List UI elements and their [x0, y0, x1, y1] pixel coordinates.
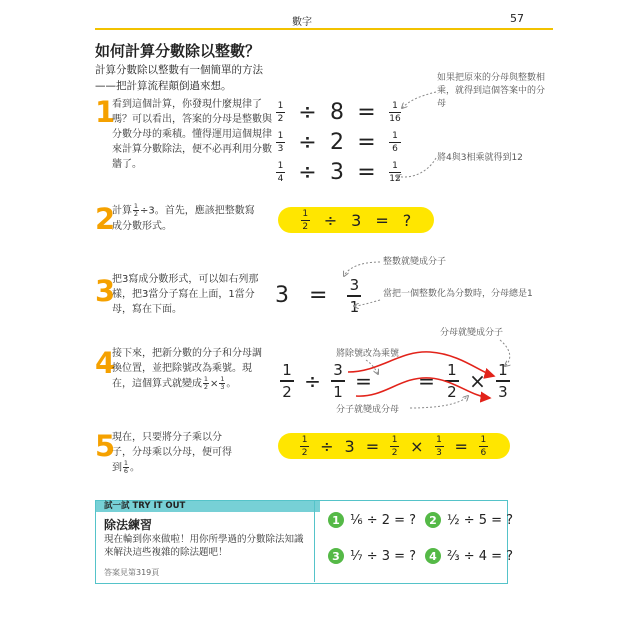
note-multiply-4-3: 將4與3相乘就得到12 — [437, 153, 523, 163]
try-it-out-title: 除法練習 — [104, 518, 153, 532]
try-it-out-answer-ref: 答案見第319頁 — [104, 568, 160, 577]
times-sign: × — [210, 378, 219, 390]
intro-text: 計算分數除以整數有一個簡單的方法——把計算流程顛倒過來想。 — [95, 64, 263, 92]
denominator: 1 — [349, 297, 360, 316]
numerator: 3 — [333, 361, 343, 379]
numerator: 1 — [447, 361, 457, 379]
step-3-text: 把3寫成分數形式，可以如右列那樣，把3當分子寫在上面，1當分母，寫在下面。 — [112, 274, 259, 315]
exercise-4 — [425, 548, 513, 564]
denominator: 4 — [277, 173, 284, 184]
step-4-number: 4 — [95, 346, 116, 380]
note-divide-to-multiply: 將除號改為乘號 — [336, 349, 400, 359]
denominator: 3 — [277, 143, 284, 154]
exercise-2-expression: ½ ÷ 5 = ? — [447, 512, 514, 528]
exercise-4-expression: ⅔ ÷ 4 = ? — [447, 548, 514, 564]
divide-sign: ÷ — [298, 99, 317, 125]
question-mark: ? — [402, 210, 412, 230]
equals-sign: = — [355, 368, 372, 393]
note-denominator-becomes-numerator: 分母就變成分子 — [440, 328, 504, 338]
divide-sign: ÷ — [298, 129, 317, 155]
arrow-note-3 — [344, 262, 380, 276]
denominator: 2 — [133, 210, 139, 218]
divide-sign: ÷ — [323, 210, 338, 230]
try-it-out-text: 現在輪到你來做啦！用你所學過的分數除法知識來解決這些複雜的除法題吧！ — [104, 534, 304, 558]
note-whole-to-numerator: 整數就變成分子 — [383, 257, 447, 267]
equals-sign: = — [365, 436, 380, 456]
denominator: 2 — [391, 447, 398, 458]
equals-sign: = — [418, 368, 435, 393]
denominator: 2 — [282, 382, 292, 401]
note-numerator-becomes-denominator: 分子就變成分母 — [336, 405, 400, 415]
denominator: 3 — [220, 383, 225, 391]
arrow-note-5 — [500, 340, 510, 366]
denominator: 3 — [498, 382, 508, 401]
numerator: 1 — [277, 100, 284, 111]
whole-number: 3 — [351, 210, 362, 230]
step-4-text-a: 接下來，把新分數的分子和分母調換位置，並把除號改為乘號。現在，這個算式就變成 — [112, 348, 262, 390]
exercise-3 — [328, 548, 416, 564]
numerator: 1 — [123, 459, 129, 467]
exercise-3-expression: ⅐ ÷ 3 = ? — [350, 548, 417, 564]
exercise-4-badge: 4 — [425, 548, 441, 564]
numerator: 1 — [392, 160, 398, 171]
whole-number: 2 — [330, 129, 344, 155]
numerator: 1 — [301, 434, 308, 445]
denominator: 6 — [392, 143, 398, 154]
numerator: 1 — [302, 208, 309, 219]
step-5-text-b: 。 — [130, 462, 140, 474]
numerator: 1 — [277, 160, 284, 171]
note-denominator-multiply: 如果把原來的分母與整數相乘，就得到這個答案中的分母 — [437, 73, 546, 109]
numerator: 1 — [436, 434, 442, 445]
equals-sign: = — [309, 283, 328, 309]
numerator: 1 — [480, 434, 487, 445]
step-4-text-b: 。 — [226, 378, 237, 390]
numerator: 1 — [133, 202, 139, 210]
arrow-note-7 — [410, 396, 468, 408]
divide-sign: ÷ — [320, 436, 334, 456]
denominator: 2 — [302, 221, 309, 232]
numerator: 3 — [349, 276, 360, 294]
page-number: 57 — [510, 12, 524, 25]
whole-number: 8 — [330, 99, 344, 125]
exercise-1-badge: 1 — [328, 512, 344, 528]
denominator: 2 — [301, 447, 308, 458]
step-1-number: 1 — [95, 95, 116, 129]
equals-sign: = — [357, 159, 376, 185]
try-it-out-divider — [314, 501, 315, 582]
arrow-note-1 — [402, 92, 436, 108]
whole-number: 3 — [330, 159, 344, 185]
exercise-1 — [328, 512, 416, 528]
numerator: 1 — [203, 375, 209, 383]
equals-sign: = — [357, 129, 376, 155]
step-1-text: 看到這個計算，你發現什麼規律了嗎？可以看出，答案的分母是整數與分數分母的乘積。懂得運用這個規律來計算分數除法，便不必再利用分數牆了。 — [112, 99, 272, 170]
denominator: 1 — [333, 382, 343, 401]
denominator: 12 — [389, 173, 401, 184]
divide-sign: ÷ — [298, 159, 317, 185]
step-2-text-a: 計算 — [112, 205, 132, 217]
divide-sign: ÷ — [304, 368, 321, 393]
step-2-number: 2 — [95, 202, 116, 236]
denominator: 6 — [480, 447, 487, 458]
numerator: 1 — [498, 361, 508, 379]
denominator: 3 — [436, 447, 442, 458]
denominator: 16 — [389, 113, 401, 124]
page-title: 如何計算分數除以整數？ — [95, 42, 261, 60]
chapter-title: 數字 — [292, 17, 312, 28]
denominator: 2 — [277, 113, 284, 124]
exercise-2 — [425, 512, 513, 528]
arrow-note-2 — [396, 158, 436, 177]
numerator: 1 — [220, 375, 225, 383]
step-2-text-b: ÷3。首先，應該把整數寫成分數形式。 — [112, 205, 255, 232]
times-sign: × — [469, 368, 486, 393]
whole-number: 3 — [275, 283, 289, 309]
whole-number: 3 — [344, 436, 355, 456]
numerator: 1 — [391, 434, 398, 445]
exercise-2-badge: 2 — [425, 512, 441, 528]
step-3-number: 3 — [95, 274, 116, 308]
swap-arrow-numerator — [348, 352, 494, 379]
equals-sign: = — [454, 436, 468, 456]
numerator: 1 — [392, 100, 398, 111]
step-5-number: 5 — [95, 429, 116, 463]
denominator: 2 — [203, 383, 209, 391]
exercise-3-badge: 3 — [328, 548, 344, 564]
swap-arrow-denominator — [356, 378, 490, 401]
times-sign: × — [410, 436, 424, 456]
try-it-out-header: 試一試 TRY IT OUT — [96, 501, 320, 512]
numerator: 1 — [277, 130, 284, 141]
numerator: 1 — [282, 361, 292, 379]
exercise-1-expression: ⅙ ÷ 2 = ? — [350, 512, 417, 528]
equals-sign: = — [375, 210, 389, 230]
arrow-note-4 — [354, 300, 380, 306]
denominator: 6 — [123, 467, 129, 475]
numerator: 1 — [392, 130, 398, 141]
denominator: 2 — [447, 382, 457, 401]
equals-sign: = — [357, 99, 376, 125]
step-5-text-a: 現在，只要將分子乘以分子，分母乘以分母，便可得到 — [112, 432, 232, 474]
note-denominator-always-1: 當把一個整數化為分數時，分母總是1 — [383, 289, 533, 299]
